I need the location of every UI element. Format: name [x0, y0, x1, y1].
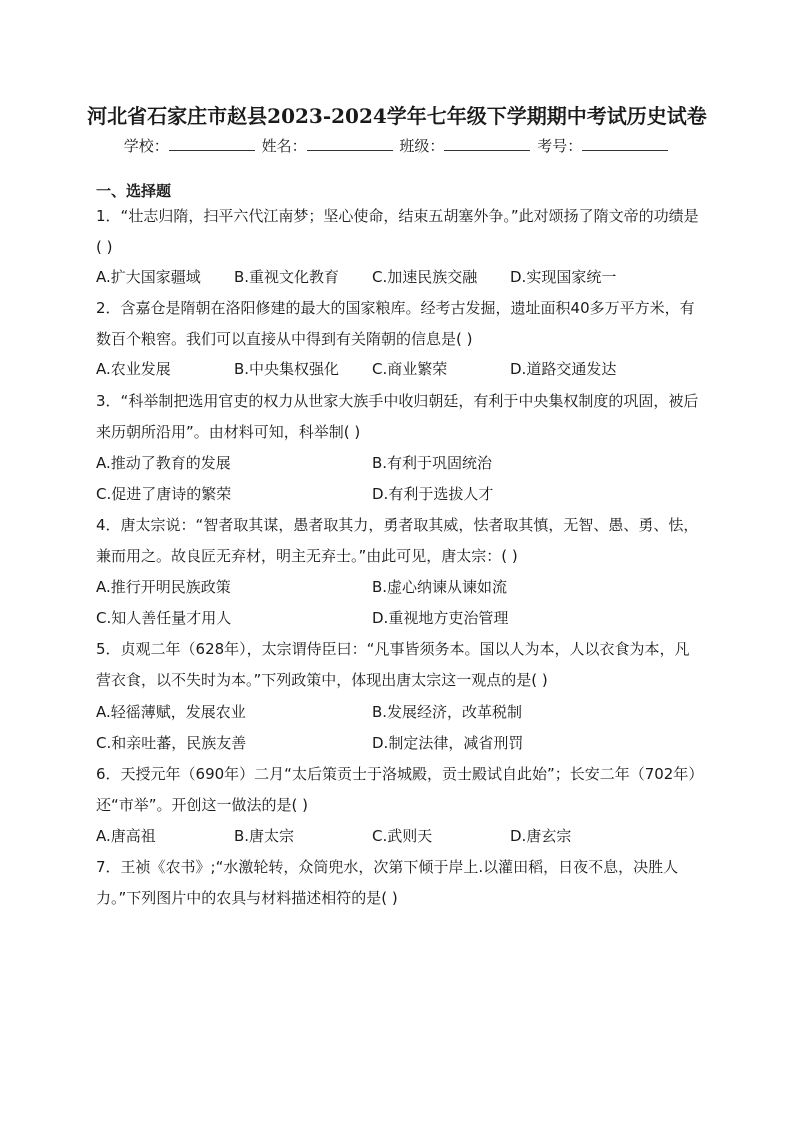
- section-heading: 一、选择题: [96, 182, 172, 200]
- option-b[interactable]: B.中央集权强化: [234, 360, 340, 378]
- option-c[interactable]: C.武则天: [372, 827, 433, 845]
- exam-no-label: 考号：: [537, 137, 583, 155]
- option-a[interactable]: A.扩大国家疆域: [96, 268, 201, 286]
- option-d[interactable]: D.实现国家统一: [510, 268, 617, 286]
- option-d[interactable]: D.道路交通发达: [510, 360, 617, 378]
- option-d[interactable]: D.制定法律，减省刑罚: [372, 734, 524, 752]
- option-d[interactable]: D.唐玄宗: [510, 827, 572, 845]
- student-info-line: [0, 135, 794, 156]
- question-6-stem: 6．天授元年（690年）二月“太后策贡士于洛城殿，贡士殿试自此始”；长安二年（702年）还“市举”。开创这一做法的是( ): [96, 765, 696, 814]
- question-4-options-row1: [96, 572, 700, 602]
- question-5-options-row2: [96, 728, 700, 758]
- option-c[interactable]: C.知人善任量才用人: [96, 609, 232, 627]
- question-2-stem: 2．含嘉仓是隋朝在洛阳修建的最大的国家粮库。经考古发掘，遗址面积40多万平方米，有数百个粮窖。我们可以直接从中得到有关隋朝的信息是( ): [96, 299, 695, 348]
- option-d[interactable]: D.重视地方吏治管理: [372, 609, 509, 627]
- question-2-options: [96, 354, 700, 384]
- question-4-options-row2: [96, 603, 700, 633]
- class-blank[interactable]: [444, 136, 530, 151]
- option-a[interactable]: A.农业发展: [96, 360, 171, 378]
- option-a[interactable]: A.推行开明民族政策: [96, 578, 231, 596]
- question-4-stem: 4．唐太宗说：“智者取其谋，愚者取其力，勇者取其威，怯者取其慎，无智、愚、勇、怯，兼而用之。故良匠无弃材，明主无弃士。”由此可见，唐太宗：( ): [96, 516, 699, 565]
- question-1-options: [96, 262, 700, 292]
- question-3-stem: 3．“科举制把选用官吏的权力从世家大族手中收归朝廷，有利于中央集权制度的巩固，被后来历朝所沿用”。由材料可知，科举制( ): [96, 392, 699, 441]
- option-b[interactable]: B.发展经济，改革税制: [372, 703, 523, 721]
- option-c[interactable]: C.加速民族交融: [372, 268, 478, 286]
- school-blank[interactable]: [169, 136, 255, 151]
- question-6-options: [96, 821, 700, 851]
- option-a[interactable]: A.唐高祖: [96, 827, 156, 845]
- option-b[interactable]: B.有利于巩固统治: [372, 454, 493, 472]
- question-5-stem: 5．贞观二年（628年），太宗谓侍臣曰：“凡事皆须务本。国以人为本，人以衣食为本，凡营衣食，以不失时为本。”下列政策中，体现出唐太宗这一观点的是( ): [96, 640, 690, 689]
- option-a[interactable]: A.推动了教育的发展: [96, 454, 231, 472]
- option-b[interactable]: B.虚心纳谏从谏如流: [372, 578, 508, 596]
- option-c[interactable]: C.商业繁荣: [372, 360, 448, 378]
- question-7-stem: 7．王祯《农书》;“水激轮转，众筒兜水，次第下倾于岸上.以灌田稻，日夜不息，决胜人力。”下列图片中的农具与材料描述相符的是( ): [96, 858, 679, 907]
- option-d[interactable]: D.有利于选拔人才: [372, 485, 494, 503]
- option-b[interactable]: B.重视文化教育: [234, 268, 340, 286]
- option-c[interactable]: C.促进了唐诗的繁荣: [96, 485, 232, 503]
- name-blank[interactable]: [307, 136, 393, 151]
- exam-no-blank[interactable]: [582, 136, 668, 151]
- exam-title: 河北省石家庄市赵县2023-2024学年七年级下学期期中考试历史试卷: [87, 104, 707, 128]
- class-label: 班级：: [399, 137, 445, 155]
- question-3-options-row2: [96, 479, 700, 509]
- question-3-options-row1: [96, 448, 700, 478]
- question-5-options-row1: [96, 697, 700, 727]
- option-b[interactable]: B.唐太宗: [234, 827, 295, 845]
- question-1-stem: 1．“壮志归隋，扫平六代江南梦；坚心使命，结束五胡塞外争。”此对颂扬了隋文帝的功绩是( ): [96, 207, 699, 256]
- school-label: 学校：: [123, 137, 169, 155]
- name-label: 姓名：: [261, 137, 307, 155]
- option-a[interactable]: A.轻徭薄赋，发展农业: [96, 703, 246, 721]
- option-c[interactable]: C.和亲吐蕃，民族友善: [96, 734, 247, 752]
